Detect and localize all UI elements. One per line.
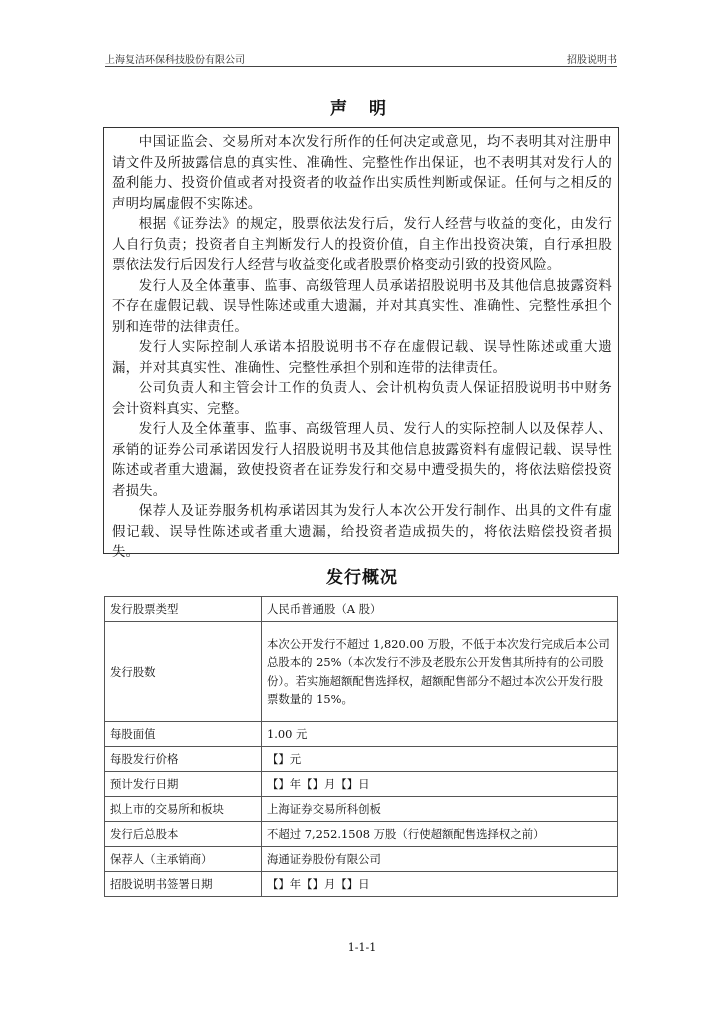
row-value: 本次公开发行不超过 1,820.00 万股，不低于本次发行完成后本公司总股本的 25%（本次发行不涉及老股东公开发售其所持有的公司股份）。若实施超额配售选择权，超额配售部分不超过本次公开发行股票数量的 15%。 [262,622,618,722]
table-row [105,797,618,822]
declaration-paragraph: 根据《证券法》的规定，股票依法发行后，发行人经营与收益的变化，由发行人自行负责；投资者自主判断发行人的投资价值，自主作出投资决策，自行承担股票依法发行后因发行人经营与收益变化或者股票价格变动引致的投资风险。 [112,217,612,273]
row-label: 招股说明书签署日期 [105,872,262,897]
declaration-title: 声 明 [330,99,394,119]
row-label: 拟上市的交易所和板块 [105,797,262,822]
row-value: 海通证券股份有限公司 [262,847,618,872]
table-row [105,822,618,847]
overview-title: 发行概况 [326,568,398,588]
table-row [105,847,618,872]
company-name: 上海复洁环保科技股份有限公司 [105,55,245,66]
row-label: 发行后总股本 [105,822,262,847]
row-value: 不超过 7,252.1508 万股（行使超额配售选择权之前） [262,822,618,847]
row-value: 人民币普通股（A 股） [262,597,618,622]
document-type: 招股说明书 [567,55,617,66]
row-label: 发行股票类型 [105,597,262,622]
table-row [105,747,618,772]
table-row [105,597,618,622]
table-row [105,622,618,722]
row-value: 【】年【】月【】日 [262,872,618,897]
declaration-paragraph: 发行人实际控制人承诺本招股说明书不存在虚假记载、误导性陈述或重大遗漏，并对其真实性、准确性、完整性承担个别和连带的法律责任。 [112,340,612,376]
table-row [105,722,618,747]
table-row [105,872,618,897]
declaration-paragraph: 保荐人及证券服务机构承诺因其为发行人本次公开发行制作、出具的文件有虚假记载、误导性陈述或者重大遗漏，给投资者造成损失的，将依法赔偿投资者损失。 [112,504,612,560]
row-value: 上海证券交易所科创板 [262,797,618,822]
table-row [105,772,618,797]
row-label: 每股面值 [105,722,262,747]
row-value: 【】年【】月【】日 [262,772,618,797]
page-number: 1-1-1 [347,941,377,954]
offering-overview-table [104,596,618,897]
declaration-box [103,127,619,560]
declaration-paragraph: 中国证监会、交易所对本次发行所作的任何决定或意见，均不表明其对注册申请文件及所披露信息的真实性、准确性、完整性作出保证，也不表明其对发行人的盈利能力、投资价值或者对投资者的收益作出实质性判断或保证。任何与之相反的声明均属虚假不实陈述。 [112,135,612,212]
page-header [105,50,617,67]
row-label: 保荐人（主承销商） [105,847,262,872]
row-label: 每股发行价格 [105,747,262,772]
row-label: 发行股数 [105,622,262,722]
row-label: 预计发行日期 [105,772,262,797]
row-value: 【】元 [262,747,618,772]
declaration-paragraph: 发行人及全体董事、监事、高级管理人员、发行人的实际控制人以及保荐人、承销的证券公司承诺因发行人招股说明书及其他信息披露资料有虚假记载、误导性陈述或者重大遗漏，致使投资者在证券发行和交易中遭受损失的，将依法赔偿投资者损失。 [112,422,612,499]
row-value: 1.00 元 [262,722,618,747]
declaration-paragraph: 发行人及全体董事、监事、高级管理人员承诺招股说明书及其他信息披露资料不存在虚假记载、误导性陈述或重大遗漏，并对其真实性、准确性、完整性承担个别和连带的法律责任。 [112,278,612,335]
declaration-paragraph: 公司负责人和主管会计工作的负责人、会计机构负责人保证招股说明书中财务会计资料真实、完整。 [112,381,612,417]
